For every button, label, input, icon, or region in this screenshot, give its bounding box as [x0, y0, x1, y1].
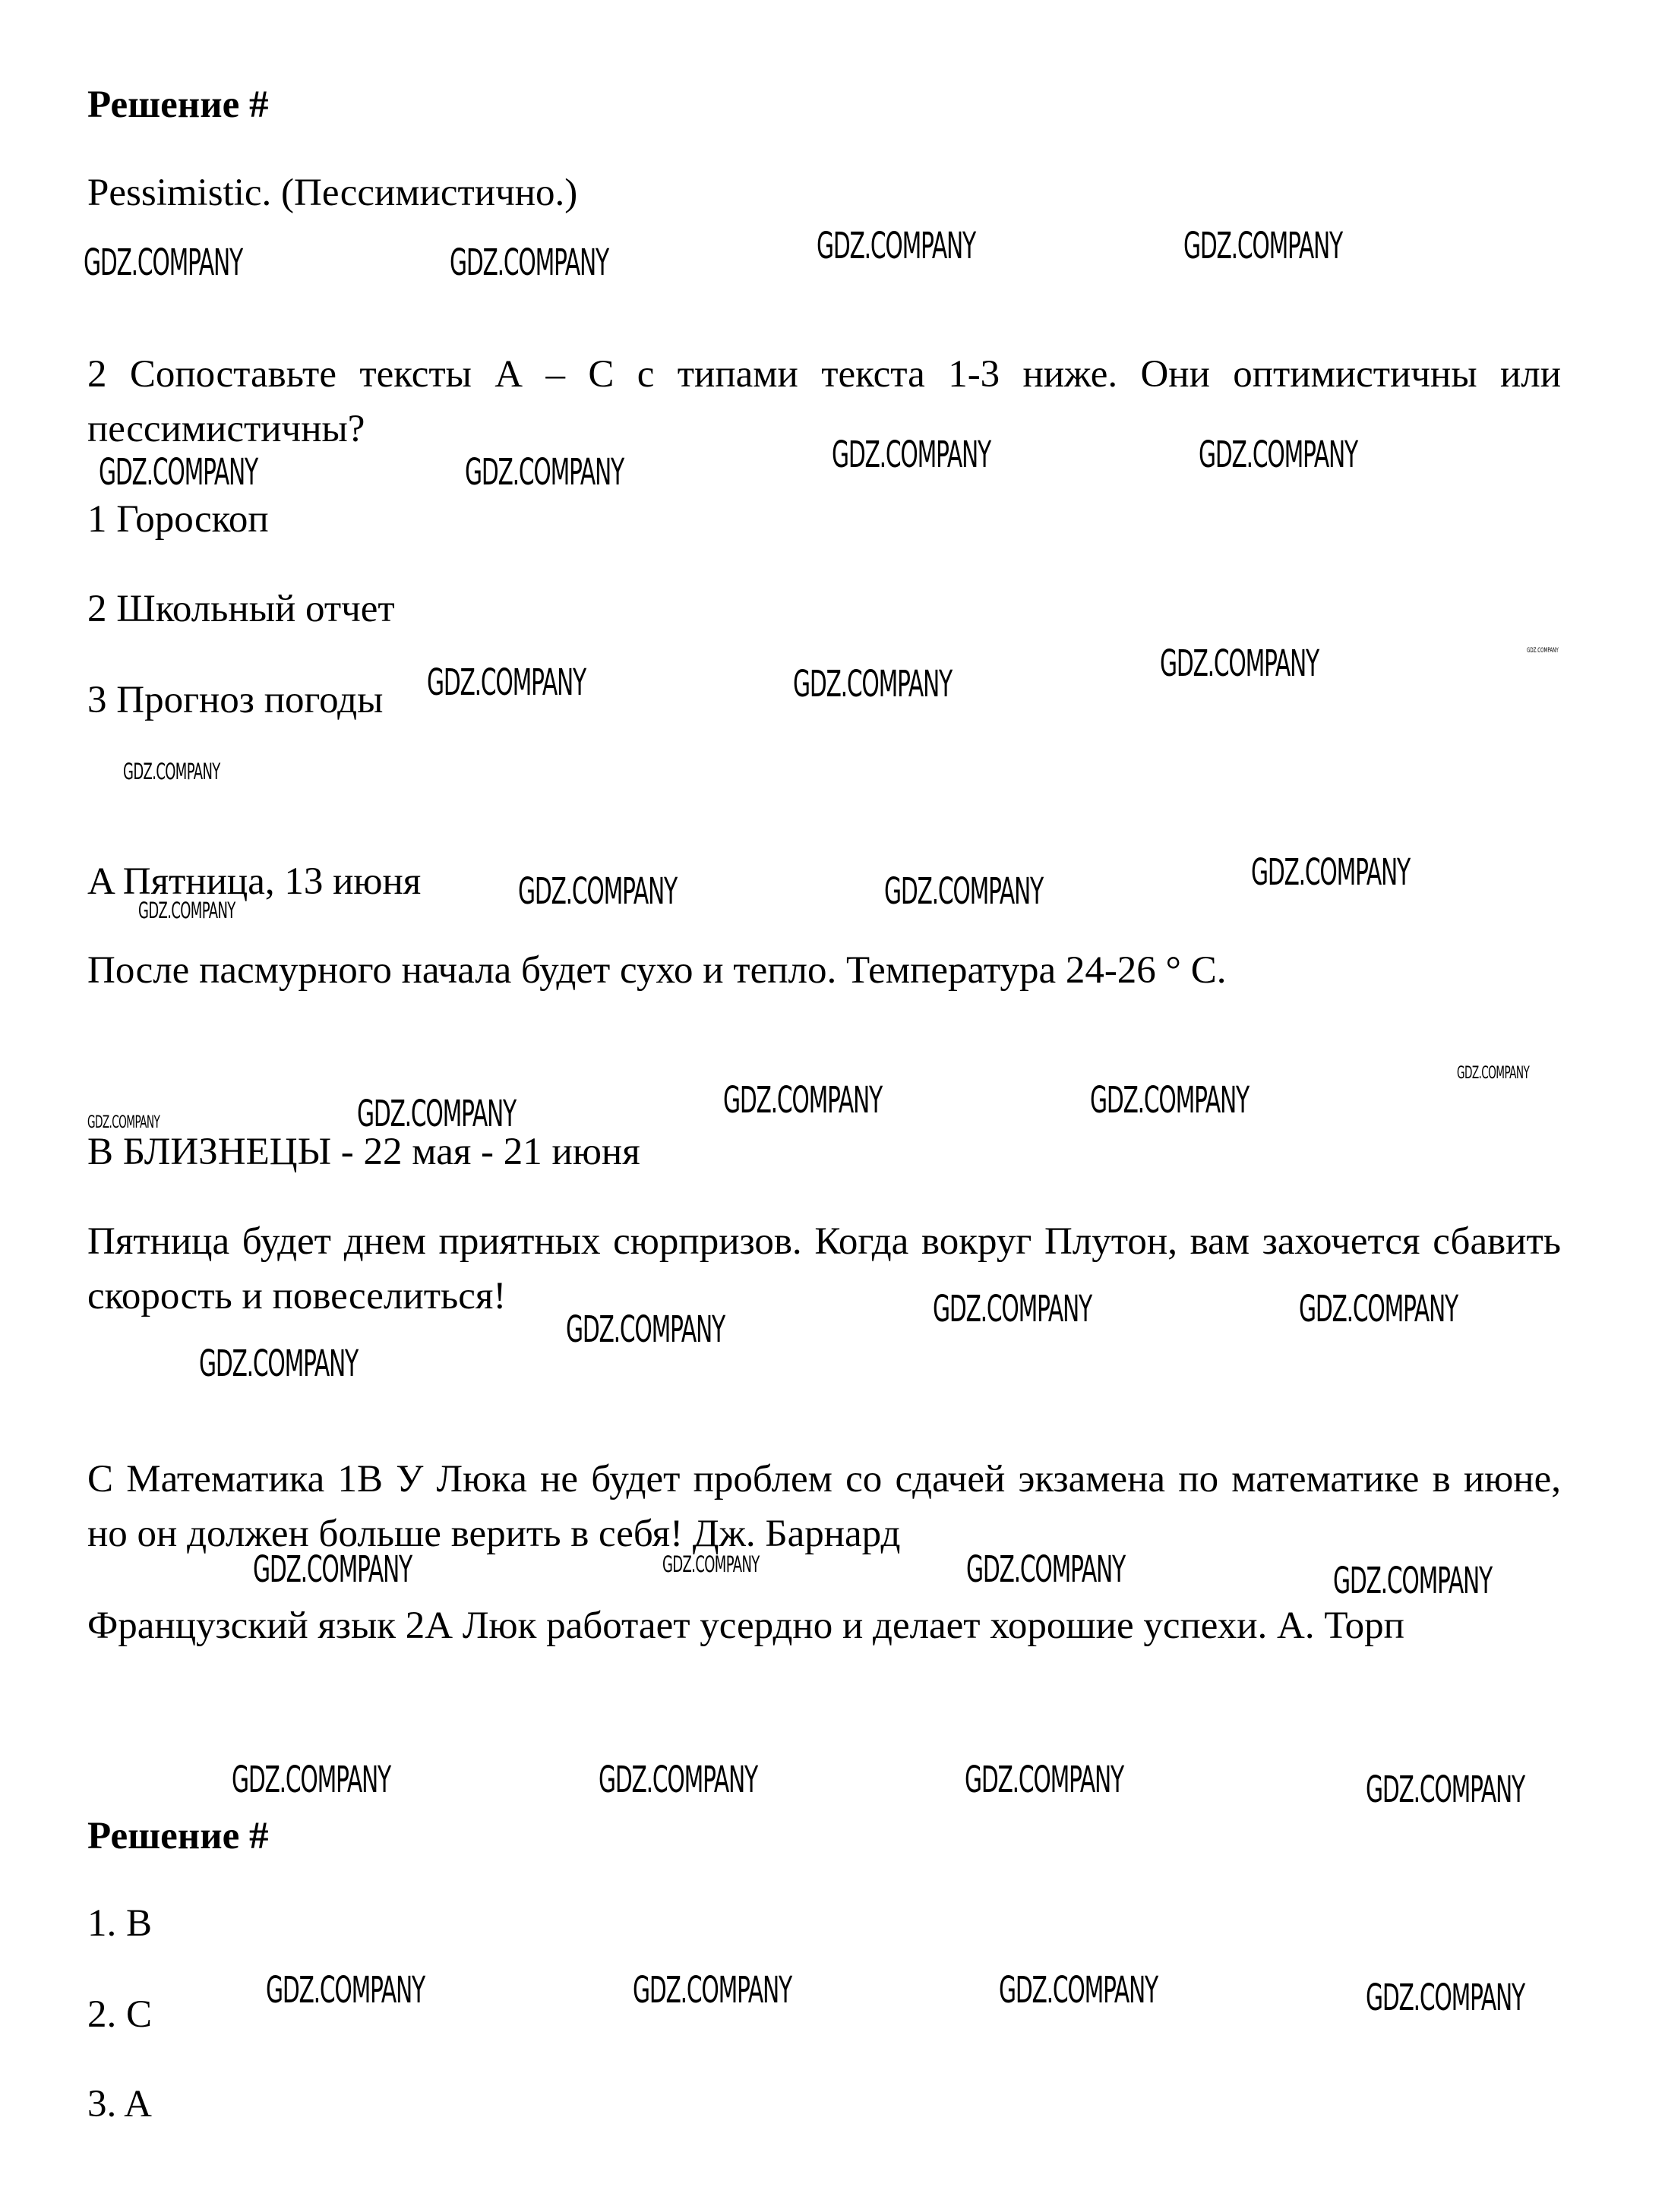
watermark: GDZ.COMPANY	[1527, 647, 1559, 655]
watermark: GDZ.COMPANY	[1090, 1079, 1249, 1122]
text-b-title: В БЛИЗНЕЦЫ - 22 мая - 21 июня	[87, 1131, 640, 1173]
text-a-title: A Пятница, 13 июня	[87, 860, 422, 903]
watermark: GDZ.COMPANY	[817, 225, 975, 267]
watermark: GDZ.COMPANY	[465, 451, 624, 494]
watermark: GDZ.COMPANY	[1366, 1977, 1524, 2019]
watermark: GDZ.COMPANY	[357, 1093, 516, 1135]
text-c-french: Французский язык 2А Люк работает усердно и делает хорошие успехи. А. Торп	[87, 1605, 1404, 1647]
watermark: GDZ.COMPANY	[253, 1548, 412, 1591]
watermark: GDZ.COMPANY	[999, 1969, 1158, 2012]
watermark: GDZ.COMPANY	[662, 1551, 760, 1577]
answer-pessimistic: Pessimistic. (Пессимистично.)	[87, 172, 578, 214]
watermark: GDZ.COMPANY	[1160, 642, 1319, 685]
watermark: GDZ.COMPANY	[450, 241, 608, 284]
watermark: GDZ.COMPANY	[1457, 1064, 1530, 1083]
solution-heading-2: Решение #	[87, 1815, 269, 1857]
watermark: GDZ.COMPANY	[1183, 225, 1342, 267]
answer-item-1: 1. B	[87, 1902, 153, 1945]
watermark: GDZ.COMPANY	[566, 1308, 725, 1351]
watermark: GDZ.COMPANY	[87, 1113, 160, 1132]
watermark: GDZ.COMPANY	[518, 870, 677, 913]
watermark: GDZ.COMPANY	[793, 663, 952, 705]
watermark: GDZ.COMPANY	[138, 898, 235, 923]
watermark: GDZ.COMPANY	[1251, 851, 1410, 894]
watermark: GDZ.COMPANY	[933, 1288, 1092, 1330]
watermark: GDZ.COMPANY	[84, 241, 242, 284]
task-text: 2 Сопоставьте тексты А – С с типами текста 1-3 ниже. Они оптимистичны или пессимистичны?	[87, 353, 1561, 450]
watermark: GDZ.COMPANY	[266, 1969, 425, 2012]
watermark: GDZ.COMPANY	[1199, 434, 1357, 476]
text-type-1: 1 Гороскоп	[87, 498, 269, 541]
text-b-body: Пятница будет днем приятных сюрпризов. Когда вокруг Плутон, вам захочется сбавить скорость и повеселиться!	[87, 1220, 1561, 1317]
text-c-maths: С Математика 1В У Люка не будет проблем со сдачей экзамена по математике в июне, но он должен больше верить в себя! Дж. Барнард	[87, 1458, 1561, 1555]
watermark: GDZ.COMPANY	[832, 434, 990, 476]
watermark: GDZ.COMPANY	[599, 1759, 757, 1801]
watermark: GDZ.COMPANY	[1299, 1288, 1458, 1330]
watermark: GDZ.COMPANY	[1366, 1769, 1524, 1811]
watermark: GDZ.COMPANY	[633, 1969, 791, 2012]
answer-item-3: 3. A	[87, 2083, 153, 2125]
text-a-body: После пасмурного начала будет сухо и тепло. Температура 24-26 ° С.	[87, 949, 1227, 992]
watermark: GDZ.COMPANY	[199, 1343, 358, 1385]
text-type-2: 2 Школьный отчет	[87, 588, 395, 630]
watermark: GDZ.COMPANY	[723, 1079, 882, 1122]
solution-heading-1: Решение #	[87, 84, 269, 126]
watermark: GDZ.COMPANY	[123, 759, 220, 784]
watermark: GDZ.COMPANY	[232, 1759, 390, 1801]
watermark: GDZ.COMPANY	[427, 661, 586, 704]
answer-item-2: 2. C	[87, 1993, 153, 2036]
watermark: GDZ.COMPANY	[966, 1548, 1125, 1591]
watermark: GDZ.COMPANY	[1333, 1560, 1492, 1602]
watermark: GDZ.COMPANY	[965, 1759, 1123, 1801]
watermark: GDZ.COMPANY	[99, 451, 257, 494]
text-type-3: 3 Прогноз погоды	[87, 679, 384, 721]
watermark: GDZ.COMPANY	[884, 870, 1043, 913]
